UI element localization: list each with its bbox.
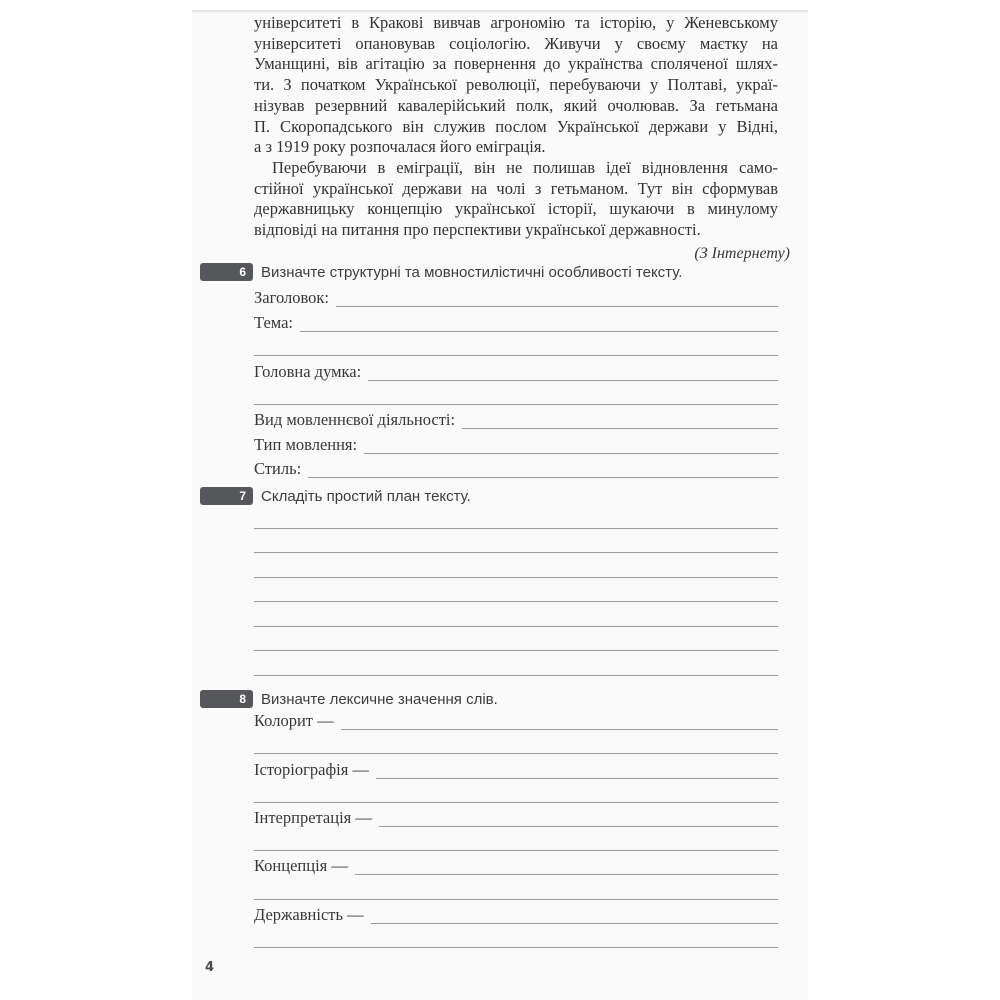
text-line: Перебуваючи в еміграції, він не полишав ідеї відновлення само- <box>272 157 778 177</box>
exercise-6-number-badge: 6 <box>200 263 253 281</box>
answer-line[interactable] <box>254 801 778 803</box>
reading-paragraphs <box>254 13 778 241</box>
text-line: П. Скоропадського він служив послом Української держави у Відні, <box>254 116 778 136</box>
exercise-6-answer-fields <box>254 283 778 478</box>
answer-row <box>254 851 778 875</box>
answer-line[interactable] <box>364 452 778 454</box>
answer-row <box>254 283 778 307</box>
text-line: стійної української держави на чолі з гетьманом. Тут він сформував <box>254 178 778 198</box>
answer-row <box>254 803 778 827</box>
answer-row <box>254 875 778 899</box>
answer-line[interactable] <box>341 728 778 730</box>
answer-row <box>254 706 778 730</box>
answer-line[interactable] <box>254 946 778 948</box>
page-number: 4 <box>205 960 215 975</box>
answer-row <box>254 900 778 924</box>
answer-row <box>254 602 778 627</box>
field-label: Тема: <box>254 312 294 332</box>
answer-row <box>254 578 778 603</box>
answer-line[interactable] <box>254 625 778 627</box>
exercise-6-title: Визначте структурні та мовностилістичні особливості тексту. <box>261 263 683 281</box>
text-source-attribution: (З Інтернету) <box>694 244 790 262</box>
workbook-page <box>192 10 808 1000</box>
exercise-7-title: Складіть простий план тексту. <box>261 487 471 505</box>
field-label: Державність — <box>254 904 364 924</box>
answer-line[interactable] <box>462 427 778 429</box>
answer-line[interactable] <box>379 825 778 827</box>
field-label: Вид мовленнєвої діяльності: <box>254 410 456 430</box>
answer-row <box>254 553 778 578</box>
field-label: Концепція — <box>254 856 348 876</box>
exercise-8-title: Визначте лексичне значення слів. <box>261 690 498 708</box>
answer-line[interactable] <box>254 752 778 754</box>
answer-line[interactable] <box>254 674 778 676</box>
text-line: нізував резервний кавалерійський полк, який очолював. За гетьмана <box>254 95 778 115</box>
paragraph <box>254 13 778 158</box>
answer-line[interactable] <box>254 551 778 553</box>
text-line: державницьку концепцію української історії, шукаючи в минулому <box>254 199 778 219</box>
field-label: Стиль: <box>254 459 302 479</box>
text-line: а з 1919 року розпочалася його еміграція. <box>254 137 546 157</box>
answer-line[interactable] <box>371 922 778 924</box>
answer-row <box>254 356 778 380</box>
text-line: відповіді на питання про перспективи української державності. <box>254 220 701 240</box>
answer-row <box>254 454 778 478</box>
answer-line[interactable] <box>254 527 778 529</box>
text-line: Уманщині, вів агітацію за повернення до українства споляченої шлях- <box>254 54 778 74</box>
text-line: університеті опановував соціологію. Живучи у своєму маєтку на <box>254 33 778 53</box>
answer-line[interactable] <box>254 354 778 356</box>
answer-line[interactable] <box>254 576 778 578</box>
answer-line[interactable] <box>254 403 778 405</box>
answer-row <box>254 332 778 356</box>
answer-line[interactable] <box>254 600 778 602</box>
answer-line[interactable] <box>368 379 778 381</box>
answer-row <box>254 651 778 676</box>
answer-row <box>254 504 778 529</box>
field-label: Інтерпретація — <box>254 807 372 827</box>
answer-row <box>254 307 778 331</box>
answer-line[interactable] <box>376 777 778 779</box>
answer-row <box>254 627 778 652</box>
exercise-8-term-fields <box>254 706 778 948</box>
answer-line[interactable] <box>308 476 778 478</box>
answer-row <box>254 405 778 429</box>
answer-line[interactable] <box>336 305 778 307</box>
field-label: Історіографія — <box>254 759 369 779</box>
exercise-6-header <box>200 263 682 281</box>
answer-row <box>254 827 778 851</box>
exercise-8-number-badge: 8 <box>200 690 253 708</box>
exercise-7-answer-lines <box>254 504 778 676</box>
answer-line[interactable] <box>355 873 778 875</box>
answer-row <box>254 730 778 754</box>
field-label: Колорит — <box>254 711 334 731</box>
answer-line[interactable] <box>254 849 778 851</box>
field-label: Головна думка: <box>254 361 362 381</box>
answer-line[interactable] <box>300 330 778 332</box>
reading-text-block <box>254 13 790 264</box>
exercise-7-number-badge: 7 <box>200 487 253 505</box>
answer-line[interactable] <box>254 898 778 900</box>
text-line: університеті в Кракові вивчав агрономію та історію, у Женевському <box>254 13 778 32</box>
exercise-7-header <box>200 487 471 505</box>
field-label: Тип мовлення: <box>254 434 358 454</box>
answer-line[interactable] <box>254 649 778 651</box>
text-line: ти. З початком Української революції, перебуваючи у Полтаві, украї- <box>254 75 778 95</box>
answer-row <box>254 924 778 948</box>
field-label: Заголовок: <box>254 288 329 308</box>
answer-row <box>254 779 778 803</box>
answer-row <box>254 529 778 554</box>
paragraph <box>254 158 778 241</box>
answer-row <box>254 381 778 405</box>
answer-row <box>254 429 778 453</box>
answer-row <box>254 754 778 778</box>
